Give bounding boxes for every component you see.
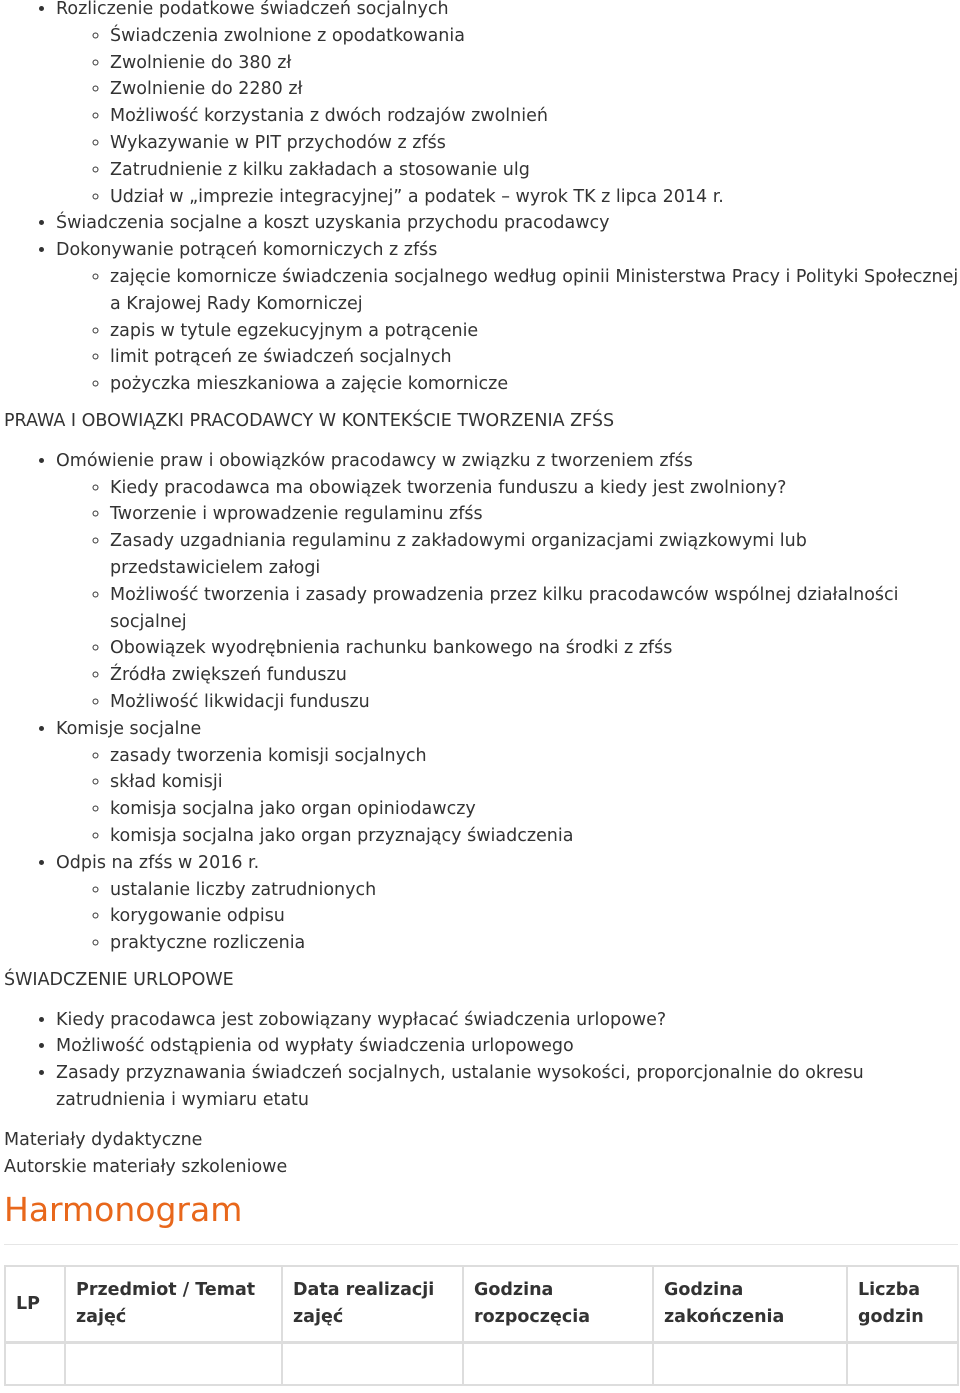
list-item: ◦ praktyczne rozliczenia — [110, 930, 960, 957]
column-header-date: Data realizacji zajęć — [282, 1266, 463, 1343]
materials-value: Autorskie materiały szkoleniowe — [4, 1156, 288, 1177]
materials-label: Materiały dydaktyczne — [4, 1129, 203, 1150]
list-item: ◦ Możliwość likwidacji funduszu — [110, 689, 960, 716]
list-item: ◦ komisja socjalna jako organ opiniodawczy — [110, 796, 960, 823]
column-header-end-time: Godzina zakończenia — [653, 1266, 847, 1343]
harmonogram-title: Harmonogram — [4, 1190, 958, 1245]
list-item: • Możliwość odstąpienia od wypłaty świadczenia urlopowego — [56, 1033, 960, 1060]
list-item: ◦ Tworzenie i wprowadzenie regulaminu zfśs — [110, 501, 960, 528]
top-topic-list — [4, 0, 960, 398]
list-item: ◦ Świadczenia zwolnione z opodatkowania — [110, 23, 960, 50]
section-urlopowe-list — [4, 1007, 960, 1114]
sub-list — [56, 264, 960, 398]
section-heading-urlopowe: ŚWIADCZENIE URLOPOWE — [4, 969, 234, 990]
list-item: ◦ zapis w tytule egzekucyjnym a potrącenie — [110, 318, 960, 345]
list-item: ◦ zajęcie komornicze świadczenia socjalnego według opinii Ministerstwa Pracy i Polityki Społecznej a Krajowej Rady Komorniczej — [110, 264, 960, 318]
list-item: ◦ Zwolnienie do 2280 zł — [110, 76, 960, 103]
list-item: ◦ Zasady uzgadniania regulaminu z zakładowymi organizacjami związkowymi lub przedstawicielem załogi — [110, 528, 960, 582]
table-row — [5, 1343, 958, 1386]
list-item: ◦ Kiedy pracodawca ma obowiązek tworzenia funduszu a kiedy jest zwolniony? — [110, 475, 960, 502]
list-item: • Kiedy pracodawca jest zobowiązany wypłacać świadczenia urlopowe? — [56, 1007, 960, 1034]
list-item: ◦ korygowanie odpisu — [110, 903, 960, 930]
list-item: ◦ Udział w „imprezie integracyjnej” a podatek – wyrok TK z lipca 2014 r. — [110, 184, 960, 211]
list-item: • Odpis na zfśs w 2016 r. ◦ ustalanie liczby zatrudnionych ◦ korygowanie odpisu ◦ praktyczne rozliczenia — [56, 850, 960, 957]
list-item: ◦ Zatrudnienie z kilku zakładach a stosowanie ulg — [110, 157, 960, 184]
list-item: • Dokonywanie potrąceń komorniczych z zfśs ◦ zajęcie komornicze świadczenia socjalnego według opinii Ministerstwa Pracy i Polityki Społecznej a Krajowej Rady Komorniczej ◦ zapis w tytule egzekucyjnym a potrącenie ◦ limit potrąceń ze świadczeń socjalnych ◦ pożyczka mieszkaniowa a zajęcie komornicze — [56, 237, 960, 398]
list-item: ◦ Możliwość tworzenia i zasady prowadzenia przez kilku pracodawców wspólnej działalności socjalnej — [110, 582, 960, 636]
spacer — [4, 1114, 960, 1127]
sub-list — [56, 475, 960, 716]
list-item: ◦ Obowiązek wyodrębnienia rachunku bankowego na środki z zfśs — [110, 635, 960, 662]
list-item: • Zasady przyznawania świadczeń socjalnych, ustalanie wysokości, proporcjonalnie do okresu zatrudnienia i wymiaru etatu — [56, 1060, 960, 1114]
harmonogram-table — [4, 1265, 959, 1386]
list-item: ◦ zasady tworzenia komisji socjalnych — [110, 743, 960, 770]
sub-list — [56, 877, 960, 957]
column-header-lp: LP — [5, 1266, 65, 1343]
column-header-hours: Liczba godzin — [847, 1266, 958, 1343]
table-cell — [653, 1343, 847, 1386]
table-cell — [65, 1343, 282, 1386]
table-cell — [463, 1343, 653, 1386]
sub-list — [56, 23, 960, 211]
table-cell — [282, 1343, 463, 1386]
list-item: ◦ pożyczka mieszkaniowa a zajęcie komornicze — [110, 371, 960, 398]
table-header-row — [5, 1266, 958, 1343]
table-cell — [847, 1343, 958, 1386]
list-item: ◦ Wykazywanie w PIT przychodów z zfśs — [110, 130, 960, 157]
column-header-subject: Przedmiot / Temat zajęć — [65, 1266, 282, 1343]
list-item: • Rozliczenie podatkowe świadczeń socjalnych ◦ Świadczenia zwolnione z opodatkowania ◦ Zwolnienie do 380 zł ◦ Zwolnienie do 2280 zł ◦ Możliwość korzystania z dwóch rodzajów zwolnień ◦ Wykazywanie w PIT przychodów z zfśs ◦ Zatrudnienie z kilku zakładach a stosowanie ulg ◦ Udział w „imprezie integracyjnej” a podatek – wyrok TK z lipca 2014 r. — [56, 0, 960, 210]
list-item: • Świadczenia socjalne a koszt uzyskania przychodu pracodawcy — [56, 210, 960, 237]
list-item: • Omówienie praw i obowiązków pracodawcy w związku z tworzeniem zfśs ◦ Kiedy pracodawca ma obowiązek tworzenia funduszu a kiedy jest zwolniony? ◦ Tworzenie i wprowadzenie regulaminu zfśs ◦ Zasady uzgadniania regulaminu z zakładowymi organizacjami związkowymi lub przedstawicielem załogi ◦ Możliwość tworzenia i zasady prowadzenia przez kilku pracodawców wspólnej działalności socjalnej ◦ Obowiązek wyodrębnienia rachunku bankowego na środki z zfśs ◦ Źródła zwiększeń funduszu ◦ Możliwość likwidacji funduszu — [56, 448, 960, 716]
list-item: ◦ skład komisji — [110, 769, 960, 796]
sub-list — [56, 743, 960, 850]
section-prawa-list — [4, 448, 960, 957]
column-header-start-time: Godzina rozpoczęcia — [463, 1266, 653, 1343]
list-item: ◦ ustalanie liczby zatrudnionych — [110, 877, 960, 904]
table-cell — [5, 1343, 65, 1386]
list-item: ◦ Zwolnienie do 380 zł — [110, 50, 960, 77]
list-item: ◦ Źródła zwiększeń funduszu — [110, 662, 960, 689]
list-item: ◦ limit potrąceń ze świadczeń socjalnych — [110, 344, 960, 371]
list-item: ◦ Możliwość korzystania z dwóch rodzajów zwolnień — [110, 103, 960, 130]
list-item: ◦ komisja socjalna jako organ przyznający świadczenia — [110, 823, 960, 850]
list-item: • Komisje socjalne ◦ zasady tworzenia komisji socjalnych ◦ skład komisji ◦ komisja socjalna jako organ opiniodawczy ◦ komisja socjalna jako organ przyznający świadczenia — [56, 716, 960, 850]
section-heading-prawa: PRAWA I OBOWIĄZKI PRACODAWCY W KONTEKŚCIE TWORZENIA ZFŚS — [4, 410, 615, 431]
